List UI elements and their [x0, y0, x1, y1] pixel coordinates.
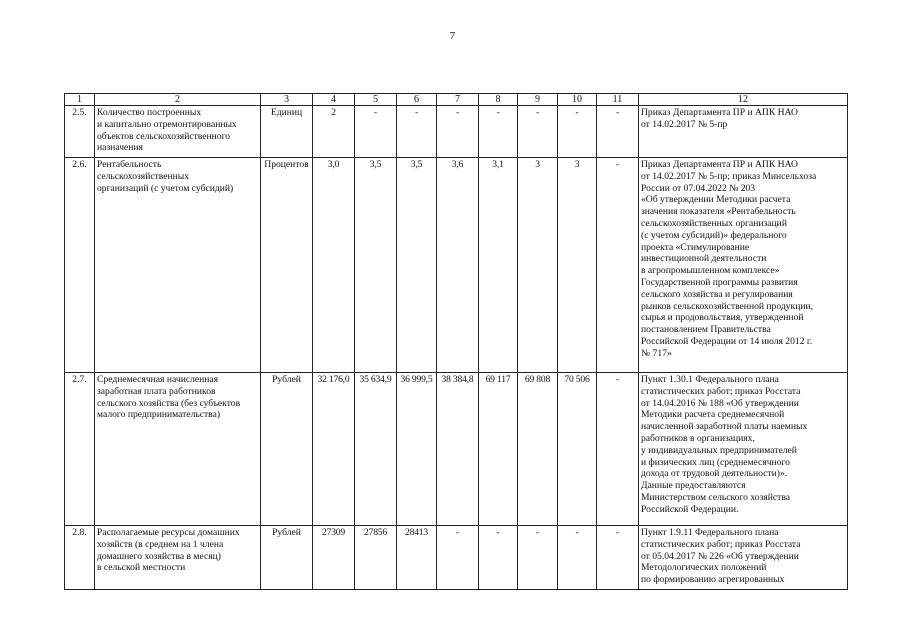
table-row	[65, 526, 848, 590]
value-cell: -	[355, 106, 397, 158]
value-cell: -	[518, 526, 558, 590]
value-cell: -	[597, 373, 639, 526]
value-cell: 36 999,5	[397, 373, 437, 526]
column-header: 6	[397, 94, 437, 106]
row-number: 2.5.	[65, 106, 95, 158]
value-cell: 35 634,9	[355, 373, 397, 526]
indicator-name: Количество построенных и капитально отремонтированных объектов сельскохозяйственного назначения	[95, 106, 261, 158]
value-cell: -	[597, 526, 639, 590]
value-cell: 3,1	[479, 158, 518, 373]
value-cell: 3,5	[355, 158, 397, 373]
value-cell: 27856	[355, 526, 397, 590]
table-row	[65, 158, 848, 373]
value-cell: 2	[313, 106, 355, 158]
column-header: 4	[313, 94, 355, 106]
value-cell: -	[437, 106, 479, 158]
value-cell: 3	[558, 158, 597, 373]
source-cell: Пункт 1.30.1 Федерального плана статистических работ; приказ Росстата от 14.04.2016 № 188 «Об утверждении Методики расчета среднемесячной начисленной заработной платы наемных работников в организациях, у индивидуальных предпринимателей и физических лиц (среднемесячного дохода от трудовой деятельности)». Данные предоставляются Министерством сельского хозяйства Российской Федерации.	[639, 373, 848, 526]
unit-cell: Рублей	[261, 373, 313, 526]
table-row	[65, 106, 848, 158]
column-header: 8	[479, 94, 518, 106]
value-cell: 28413	[397, 526, 437, 590]
indicator-name: Располагаемые ресурсы домашних хозяйств (в среднем на 1 члена домашнего хозяйства в месяц) в сельской местности	[95, 526, 261, 590]
unit-cell: Рублей	[261, 526, 313, 590]
column-header: 1	[65, 94, 95, 106]
table-header-row	[65, 94, 848, 106]
column-header: 9	[518, 94, 558, 106]
column-header: 5	[355, 94, 397, 106]
value-cell: 3,5	[397, 158, 437, 373]
table-row	[65, 373, 848, 526]
indicator-name: Рентабельность сельскохозяйственных организаций (с учетом субсидий)	[95, 158, 261, 373]
value-cell: -	[479, 106, 518, 158]
row-number: 2.8.	[65, 526, 95, 590]
column-header: 3	[261, 94, 313, 106]
row-number: 2.6.	[65, 158, 95, 373]
column-header: 12	[639, 94, 848, 106]
page-number: 7	[449, 30, 456, 42]
value-cell: -	[479, 526, 518, 590]
value-cell: 70 506	[558, 373, 597, 526]
source-cell: Приказ Департамента ПР и АПК НАО от 14.02.2017 № 5-пр	[639, 106, 848, 158]
value-cell: 3,0	[313, 158, 355, 373]
source-cell: Пункт 1.9.11 Федерального плана статистических работ; приказ Росстата от 05.04.2017 № 226 «Об утверждении Методологических положений по формированию агрегированных	[639, 526, 848, 590]
value-cell: 69 808	[518, 373, 558, 526]
indicators-table	[64, 93, 848, 590]
value-cell: -	[597, 106, 639, 158]
source-cell: Приказ Департамента ПР и АПК НАО от 14.02.2017 № 5-пр; приказ Минсельхоза России от 07.04.2022 № 203 «Об утверждении Методики расчета значения показателя «Рентабельность сельскохозяйственных организаций (с учетом субсидий)» федерального проекта «Стимулирование инвестиционной деятельности в агропромышленном комплексе» Государственной программы развития сельского хозяйства и регулирования рынков сельскохозяйственной продукции, сырья и продовольствия, утвержденной постановлением Правительства Российской Федерации от 14 июля 2012 г. № 717»	[639, 158, 848, 373]
row-number: 2.7.	[65, 373, 95, 526]
indicator-name: Среднемесячная начисленная заработная плата работников сельского хозяйства (без субъектов малого предпринимательства)	[95, 373, 261, 526]
unit-cell: Процентов	[261, 158, 313, 373]
value-cell: 27309	[313, 526, 355, 590]
column-header: 7	[437, 94, 479, 106]
unit-cell: Единиц	[261, 106, 313, 158]
value-cell: -	[558, 106, 597, 158]
value-cell: 69 117	[479, 373, 518, 526]
column-header: 11	[597, 94, 639, 106]
value-cell: 3,6	[437, 158, 479, 373]
value-cell: -	[518, 106, 558, 158]
value-cell: 3	[518, 158, 558, 373]
value-cell: -	[558, 526, 597, 590]
value-cell: -	[437, 526, 479, 590]
value-cell: 32 176,0	[313, 373, 355, 526]
column-header: 10	[558, 94, 597, 106]
value-cell: -	[597, 158, 639, 373]
value-cell: 38 384,8	[437, 373, 479, 526]
value-cell: -	[397, 106, 437, 158]
column-header: 2	[95, 94, 261, 106]
